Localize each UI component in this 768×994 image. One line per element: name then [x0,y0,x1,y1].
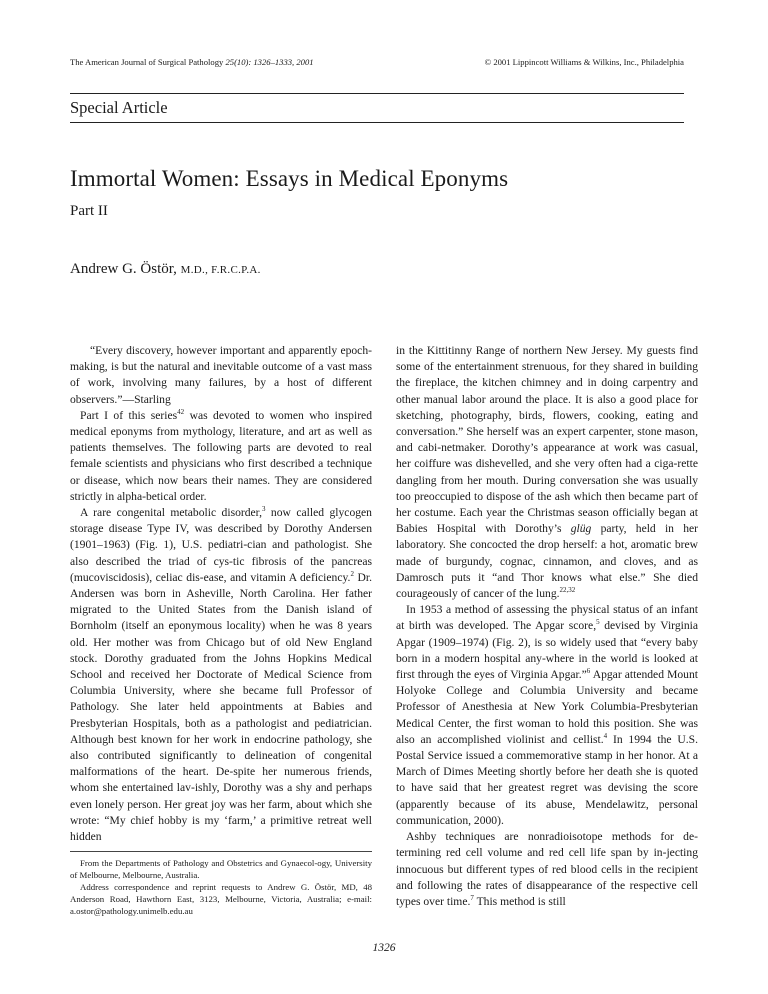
header-rule-top [70,93,684,94]
article-part: Part II [70,203,108,219]
reference-mark: 6 [586,667,591,676]
author-line [70,261,261,278]
footnote [70,857,372,917]
ashby-paragraph: Ashby techniques are nonradioisotope methods for de-termining red cell volume and red cell life span by in-jecting innocuous but different types of red blood cells in the recipient and following the rates of disappearance of the respective cell types over time.$^7$ This method is still [396,830,698,908]
apgar-paragraph: In 1953 a method of assessing the physical status of an infant at birth was developed. The Apgar score,$^5$ devised by Virginia Apgar (1909–1974) (Fig. 2), is so widely used that “every baby born in a modern hospital any-where in the world is looked at first through the eyes of Virginia Apgar.”$^6$ Apgar attended Mount Holyoke College and Columbia University and became Professor of Anesthesia at New York Columbia-Presbyterian Medical Center, the first woman to hold this position. She was also an accomplished violinist and cellist.$^4$ In 1994 the U.S. Postal Service issued a commemorative stamp in her honor. At a March of Dimes Meeting shortly before her death she is quoted to have said that her greatest regret was devising the score (apparently because of its abuse, Mendelawitz, personal communication, 2000). [396,603,698,827]
reference-mark: 3 [261,505,266,514]
reference-mark: 2 [350,569,354,578]
volume-pages: 25(10): 1326–1333, 2001 [225,57,314,67]
reference-mark: 4 [603,732,608,741]
footnote-affiliation: From the Departments of Pathology and Obstetrics and Gynaecol-ogy, University of Melbourne, Melbourne, Australia. [70,858,372,881]
section-label: Special Article [70,98,168,117]
footnote-address: Address correspondence and reprint requests to Andrew G. Östör, MD, 48 Anderson Road, Hawthorn East, 3123, Melbourne, Victoria, Australia; e-mail: a.ostor@pathology.unimelb.edu.au [70,882,372,917]
andersen-paragraph: A rare congenital metabolic disorder,$^3$ now called glycogen storage disease Type IV, was described by Dorothy Andersen (1901–1963) (Fig. 1), U.S. pediatri-cian and pathologist. She also described the triad of cys-tic fibrosis of the pancreas (mucoviscidosis), celiac dis-ease, and vitamin A deficiency.$^2$ Dr. Andersen was born in Asheville, North Carolina. Her father migrated to the United States from the Danish island of Bornholm (itself an eponymous locality) when he was 8 years old. Her mother was from Chicago but of old New England stock. Dorothy graduated from the Johns Hopkins Medical School and received her Doctorate of Medical Science from Columbia University, where she became full Professor of Pathology. She later held appointments at Babies and Presbyterian Hospitals, both as a pathologist and pediatrician. Although best known for her work in endocrine pathology, she also contributed significantly to delineation of congenital malformations of the heart. De-spite her numerous friends, whom she entertained lav-ishly, Dorothy was a shy and perhaps even lonely person. Her great joy was her farm, about which she wrote: “My chief hobby is my ‘farm,’ a primitive retreat well hidden [70,505,372,844]
author-name: Andrew G. Östör, [70,261,177,277]
intro-paragraph: Part I of this series$^{42}$ was devoted to women who inspired medical eponyms from mythology, literature, and art as well as patients themselves. The following parts are devoted to real female scientists and physicians who first described a technique or disease, which now bears their names. They are considered strictly in alpha-betical order. [70,407,372,503]
running-header [70,57,684,67]
header-rule-bottom [70,122,684,123]
reference-mark: 22,32 [559,586,576,595]
footnote-rule [70,851,372,852]
reference-mark: 5 [596,618,600,627]
author-credentials: M.D., F.R.C.P.A. [180,264,261,276]
page-number: 1326 [372,942,396,954]
reference-mark: 7 [470,894,474,903]
glug-term: glüg [570,522,592,536]
reference-mark: 42 [177,407,185,416]
right-column [396,343,698,910]
copyright-notice: © 2001 Lippincott Williams & Wilkins, Inc., Philadelphia [484,57,684,67]
andersen-continued-paragraph: in the Kittitinny Range of northern New Jersey. My guests find some of the entertainment strenuous, for they shared in building the fireplace, the kitchen chimney and in doing carpentry and other manual labor around the place. It is also a good place for sketching, photography, birds, flowers, cooking, eating and conversation.” She herself was an expert carpenter, stone mason, and cabi-netmaker. Dorothy’s appearance at work was casual, her coiffure was dishevelled, and she very often had a ciga-rette dangling from her mouth. During conversation she was usually too preoccupied to dispose of the ash which then became part of her costume. Each year the Christmas season officially began at Babies Hospital with Dorothy’s glüg party, held in her laboratory. She concocted the drop herself: a hot, aromatic brew made of burgundy, cognac, cinnamon, and cloves, and as Damrosch puts it “and Thor knows what else.” She died courageously of cancer of the lung.$^{22,32}$ [396,344,698,601]
left-column [70,343,372,845]
epigraph-paragraph: “Every discovery, however important and apparently epoch-making, is but the natural and inevitable outcome of a vast mass of work, involving many failures, by a host of different observers.”—Starling [70,344,372,406]
article-title: Immortal Women: Essays in Medical Eponyms [70,166,509,191]
journal-citation [70,57,314,67]
journal-name: The American Journal of Surgical Pathology [70,57,224,67]
